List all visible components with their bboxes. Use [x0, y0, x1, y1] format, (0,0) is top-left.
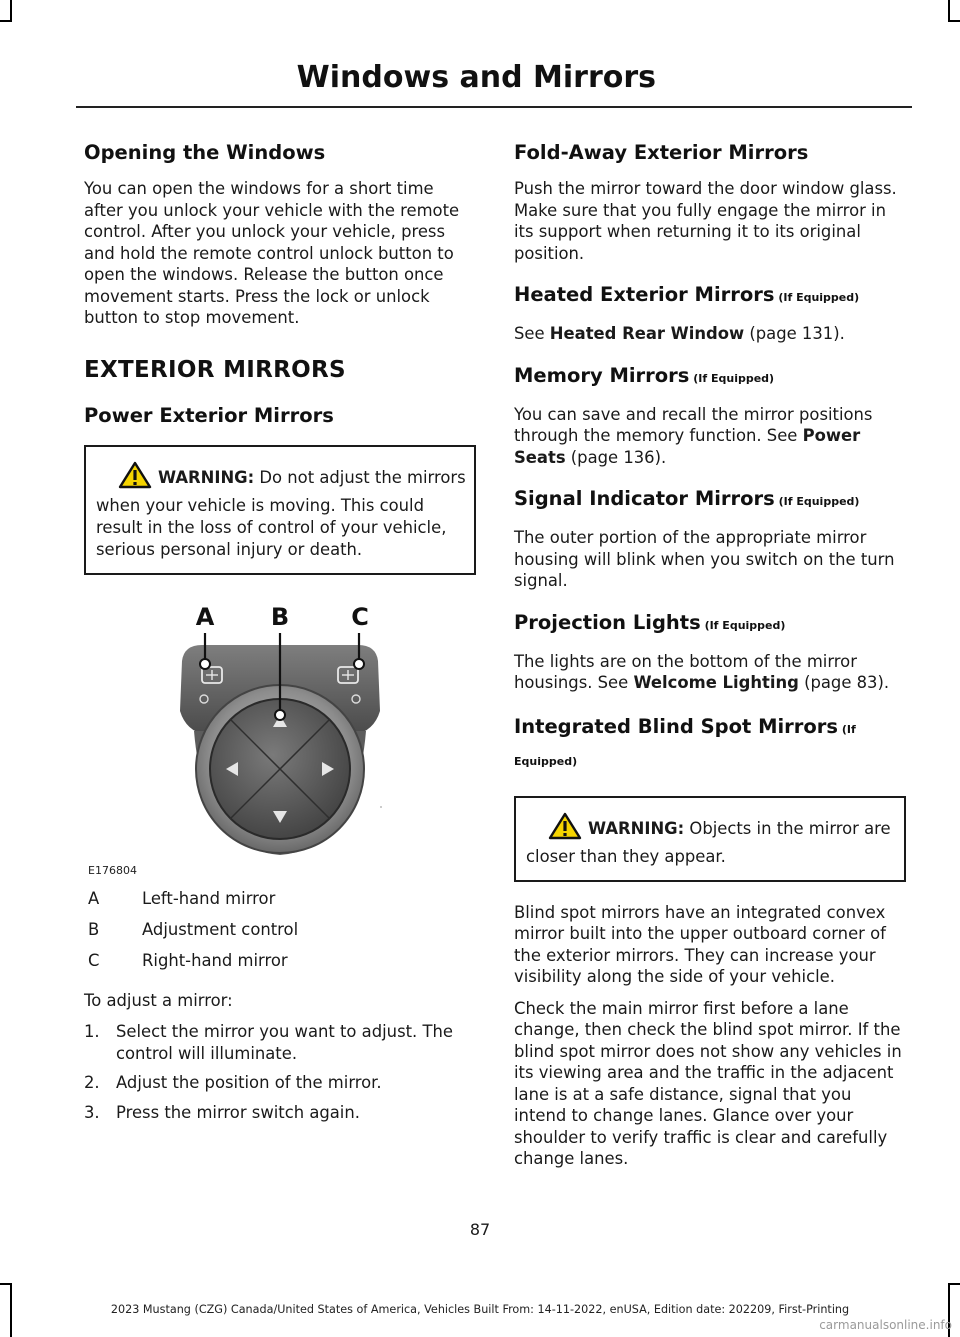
- signal-mirrors-heading: [514, 486, 906, 515]
- step-item: [84, 1102, 476, 1124]
- legend-row: [84, 945, 476, 976]
- projection-heading-text: Projection Lights: [514, 610, 701, 634]
- callout-b: B: [270, 602, 290, 631]
- blind-heading-text: Integrated Blind Spot Mirrors: [514, 714, 839, 738]
- heated-text: [514, 323, 906, 345]
- legend-row: [84, 883, 476, 914]
- projection-lights-heading: [514, 610, 906, 639]
- step-number: 2.: [84, 1073, 100, 1092]
- opening-windows-text: You can open the windows for a short time after you unlock your vehicle with the remote control. After you unlock your vehicle, press and hold the remote control unlock button to open the windows. Release the button once movement starts. Press the lock or unlock button to stop movement.: [84, 179, 460, 327]
- foldaway-text: Push the mirror toward the door window glass. Make sure that you fully engage the mirror in its support when returning it to its original position.: [514, 179, 897, 263]
- warning-triangle-icon: [548, 812, 582, 846]
- adjust-steps: [84, 1021, 476, 1123]
- page-number: 87: [469, 1220, 491, 1239]
- callout-a: A: [195, 602, 215, 631]
- legend-key: A: [88, 888, 100, 908]
- crop-mark: [948, 1283, 960, 1285]
- projection-body: The lights are on the bottom of the mirror housings. See: [514, 651, 857, 692]
- crop-mark: [948, 20, 960, 22]
- foldaway-heading: Fold-Away Exterior Mirrors: [514, 141, 809, 164]
- warning-label: WARNING:: [158, 467, 255, 487]
- warning-text: Do not adjust the mirrors when your vehicle is moving. This could result in the loss of control of your vehicle, serious personal injury or death.: [96, 467, 466, 559]
- if-equipped-note: (If Equipped): [514, 722, 856, 768]
- watermark: carmanualsonline.info: [819, 1318, 952, 1332]
- projection-text: [514, 651, 906, 694]
- welcome-lighting-ref: Welcome Lighting: [633, 673, 799, 692]
- exterior-mirrors-heading: EXTERIOR MIRRORS: [84, 356, 346, 383]
- step-number: 1.: [84, 1022, 100, 1041]
- legend-key: C: [88, 950, 100, 970]
- adjust-intro: To adjust a mirror:: [84, 990, 233, 1010]
- heated-page: (page 131).: [744, 324, 845, 343]
- legend-value: Adjustment control: [142, 919, 299, 939]
- warning-triangle-icon: [118, 461, 152, 495]
- header-rule: [76, 106, 912, 108]
- step-text: Press the mirror switch again.: [116, 1102, 360, 1122]
- page-title: Windows and Mirrors: [296, 60, 656, 95]
- blind-spot-heading: [514, 712, 906, 776]
- memory-body: You can save and recall the mirror positions through the memory function. See: [514, 404, 873, 445]
- mirror-switch-illustration: [84, 601, 476, 877]
- blind-spot-text-1: Blind spot mirrors have an integrated convex mirror built into the upper outboard corner of the exterior mirrors. They can increase your visibility along the side of your vehicle.: [514, 902, 886, 986]
- memory-heading-text: Memory Mirrors: [514, 363, 690, 387]
- callout-c: C: [351, 602, 369, 631]
- legend-key: B: [88, 919, 100, 939]
- if-equipped-note: (If Equipped): [689, 371, 775, 385]
- crop-mark: [948, 0, 950, 20]
- warning-label: WARNING:: [588, 818, 685, 838]
- step-text: Select the mirror you want to adjust. The control will illuminate.: [116, 1022, 453, 1063]
- left-column: [84, 140, 476, 1131]
- if-equipped-note: (If Equipped): [774, 495, 860, 508]
- legend-value: Right-hand mirror: [142, 950, 288, 970]
- crop-mark: [0, 1283, 12, 1285]
- blind-spot-warning-box: [514, 796, 906, 882]
- heated-see: See: [514, 324, 550, 343]
- opening-windows-heading: Opening the Windows: [84, 141, 326, 164]
- step-item: [84, 1072, 476, 1094]
- footer-text: 2023 Mustang (CZG) Canada/United States of America, Vehicles Built From: 14-11-2022, enUSA, Edition date: 202209, First-Printing: [110, 1303, 850, 1316]
- legend-value: Left-hand mirror: [142, 888, 276, 908]
- if-equipped-note: (If Equipped): [774, 291, 860, 304]
- warning-box: [84, 445, 476, 575]
- if-equipped-note: (If Equipped): [700, 618, 786, 632]
- warning-text: Objects in the mirror are closer than they appear.: [526, 818, 891, 866]
- signal-text: The outer portion of the appropriate mirror housing will blink when you switch on the turn signal.: [514, 528, 895, 590]
- heated-heading-text: Heated Exterior Mirrors: [514, 283, 775, 306]
- blind-spot-text-2: Check the main mirror first before a lane change, then check the blind spot mirror. If the blind spot mirror does not show any vehicles in its viewing area and the traffic in the adjacent lane is at a safe distance, signal that you intend to change lanes. Glance over your shoulder to verify traffic is clear and carefully change lanes.: [514, 998, 902, 1168]
- crop-mark: [10, 0, 12, 20]
- heated-mirrors-heading: [514, 282, 906, 311]
- legend-row: [84, 914, 476, 945]
- power-exterior-mirrors-heading: Power Exterior Mirrors: [84, 403, 334, 427]
- mirror-control-figure: [84, 601, 476, 877]
- step-text: Adjust the position of the mirror.: [116, 1073, 382, 1092]
- memory-text: [514, 404, 906, 469]
- projection-page: (page 83).: [798, 673, 890, 692]
- step-item: [84, 1021, 476, 1064]
- power-seats-ref: Power Seats: [514, 426, 861, 467]
- figure-code: E176804: [88, 863, 137, 877]
- right-column: [514, 140, 906, 1180]
- crop-mark: [0, 20, 12, 22]
- memory-page: (page 136).: [565, 447, 667, 467]
- step-number: 3.: [84, 1102, 100, 1122]
- figure-legend: [84, 883, 476, 976]
- heated-rear-window-ref: Heated Rear Window: [549, 324, 745, 343]
- signal-heading-text: Signal Indicator Mirrors: [514, 487, 775, 510]
- memory-mirrors-heading: [514, 363, 906, 392]
